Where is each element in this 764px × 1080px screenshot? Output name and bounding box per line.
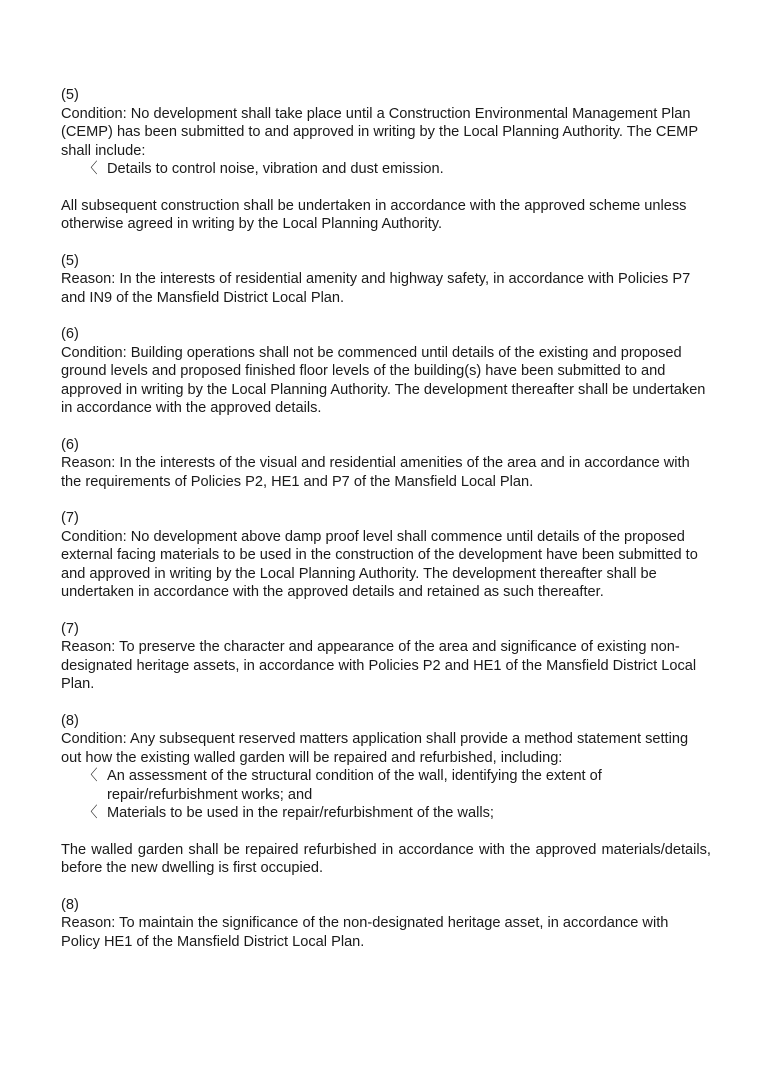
bullet-text: Materials to be used in the repair/refurbishment of the walls; [107,805,494,821]
section-number: (6) [61,326,79,342]
reason-5 [61,252,711,308]
section-number: (7) [61,510,79,526]
bullet-list [61,767,711,823]
section-number: (5) [61,87,79,103]
condition-text: Condition: Building operations shall not be commenced until details of the existing and proposed ground levels and proposed finished floor levels of the building(s) have been submitted to and approved in writing by the Local Planning Authority. The development thereafter shall be undertaken in accordance with the approved details. [61,344,706,416]
section-number: (5) [61,252,79,269]
reason-text: Reason: In the interests of residential amenity and highway safety, in accordance with Policies P7 and IN9 of the Mansfield District Local Plan. [61,271,691,306]
trailing-text: All subsequent construction shall be undertaken in accordance with the approved scheme unless otherwise agreed in writing by the Local Planning Authority. [61,197,687,232]
document-page [61,86,711,969]
reason-7 [61,620,711,694]
condition-6 [61,325,711,418]
condition-7 [61,509,711,602]
list-item [61,160,711,179]
condition-text: Condition: No development shall take place until a Construction Environmental Management Plan (CEMP) has been submitted to and approved in writing by the Local Planning Authority. The CEMP shall include: [61,105,698,159]
list-item [61,804,711,823]
list-item [61,767,711,804]
reason-6 [61,436,711,492]
section-number: (8) [61,896,79,913]
bullet-text: An assessment of the structural condition of the wall, identifying the extent of repair/refurbishment works; and [107,768,602,803]
reason-8 [61,896,711,952]
reason-text: Reason: To preserve the character and appearance of the area and significance of existing non-designated heritage assets, in accordance with Policies P2 and HE1 of the Mansfield District Local Plan. [61,639,697,692]
bullet-list [61,160,711,179]
condition-text: Condition: Any subsequent reserved matters application shall provide a method statement setting out how the existing walled garden will be repaired and refurbished, including: [61,731,689,766]
condition-8 [61,712,711,878]
condition-text: Condition: No development above damp proof level shall commence until details of the proposed external facing materials to be used in the construction of the development have been submitted to and approved in writing by the Local Planning Authority. The development thereafter shall be undertaken in accordance with the approved details and retained as such thereafter. [61,528,698,600]
section-number: (7) [61,620,79,637]
bullet-icon: 〈 [83,161,98,177]
reason-text: Reason: In the interests of the visual and residential amenities of the area and in accordance with the requirements of Policies P2, HE1 and P7 of the Mansfield Local Plan. [61,455,690,490]
condition-5 [61,86,711,234]
bullet-icon: 〈 [83,805,98,821]
reason-text: Reason: To maintain the significance of the non-designated heritage asset, in accordance with Policy HE1 of the Mansfield District Local Plan. [61,915,669,950]
section-number: (8) [61,712,79,729]
section-number: (6) [61,436,79,453]
bullet-icon: 〈 [83,768,98,784]
trailing-text: The walled garden shall be repaired refurbished in accordance with the approved materials/details, before the new dwelling is first occupied. [61,841,711,876]
bullet-text: Details to control noise, vibration and dust emission. [107,161,444,177]
